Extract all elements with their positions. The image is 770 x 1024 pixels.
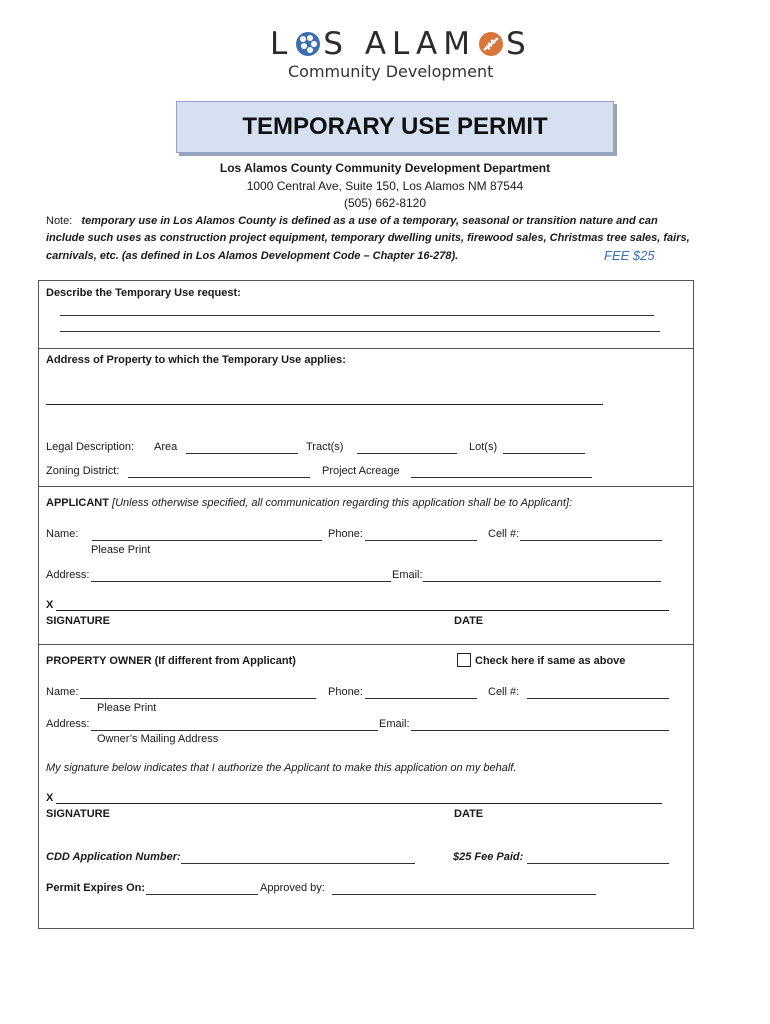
describe-field-1[interactable] (60, 315, 654, 316)
owner-authorization: My signature below indicates that I authorize the Applicant to make this application on my behalf. (46, 762, 517, 774)
area-field[interactable] (186, 453, 298, 454)
owner-signature-field[interactable] (56, 803, 662, 804)
page-title: TEMPORARY USE PERMIT (242, 113, 548, 140)
owner-phone-label: Phone: (328, 686, 363, 698)
zoning-label: Zoning District: (46, 465, 120, 477)
fee-label: FEE $25 (604, 248, 655, 263)
applicant-phone-label: Phone: (328, 528, 363, 540)
applicant-x-mark: X (46, 599, 54, 611)
owner-email-field[interactable] (411, 730, 669, 731)
logo-letters: S ALAM (323, 26, 476, 62)
owner-address-label: Address: (46, 718, 90, 730)
owner-address-field[interactable] (91, 730, 378, 731)
title-banner (176, 101, 614, 153)
globe-icon (295, 31, 321, 57)
applicant-address-field[interactable] (91, 581, 391, 582)
applicant-date-label: DATE (454, 615, 484, 627)
acreage-label: Project Acreage (322, 465, 400, 477)
dept-address: 1000 Central Ave, Suite 150, Los Alamos NM 87544 (246, 179, 524, 193)
zoning-field[interactable] (128, 477, 310, 478)
owner-name-field[interactable] (80, 698, 316, 699)
permit-expires-label: Permit Expires On: (46, 882, 146, 894)
owner-signature-label: SIGNATURE (46, 808, 110, 820)
applicant-label: APPLICANT (46, 497, 109, 509)
leaf-icon (478, 31, 504, 57)
logo-wordmark (270, 26, 532, 62)
cdd-number-field[interactable] (181, 863, 415, 864)
permit-expires-field[interactable] (146, 894, 258, 895)
section-divider (38, 644, 693, 645)
owner-date-label: DATE (454, 808, 484, 820)
approved-by-field[interactable] (332, 894, 596, 895)
fee-paid-field[interactable] (527, 863, 669, 864)
note-text: temporary use in Los Alamos County is defined as a use of a temporary, seasonal or transition nature and can (81, 215, 658, 227)
logo-letter: S (505, 26, 532, 62)
applicant-name-label: Name: (46, 528, 79, 540)
note-line-1 (46, 215, 658, 227)
describe-label: Describe the Temporary Use request: (46, 287, 241, 299)
applicant-signature-label: SIGNATURE (46, 615, 110, 627)
dept-phone: (505) 662-8120 (343, 196, 427, 210)
same-as-applicant-checkbox[interactable] (457, 653, 471, 667)
lots-label: Lot(s) (469, 441, 498, 453)
applicant-signature-field[interactable] (56, 610, 669, 611)
owner-heading: PROPERTY OWNER (If different from Applicant) (46, 655, 296, 667)
cdd-number-label: CDD Application Number: (46, 851, 181, 863)
tracts-label: Tract(s) (306, 441, 344, 453)
owner-x-mark: X (46, 792, 54, 804)
note-line-3: carnivals, etc. (as defined in Los Alamos Development Code – Chapter 16-278). (46, 250, 459, 262)
applicant-name-field[interactable] (92, 540, 322, 541)
area-label: Area (154, 441, 178, 453)
fee-paid-label: $25 Fee Paid: (453, 851, 524, 863)
note-label: Note: (46, 215, 73, 227)
logo-subtitle: Community Development (288, 62, 494, 81)
describe-field-2[interactable] (60, 331, 660, 332)
note-line-2: include such uses as construction project equipment, temporary dwelling units, firewood sales, Christmas tree sales, fairs, (46, 232, 690, 244)
owner-phone-field[interactable] (365, 698, 477, 699)
applicant-email-field[interactable] (423, 581, 661, 582)
applicant-address-label: Address: (46, 569, 90, 581)
legal-description-label: Legal Description: (46, 441, 135, 453)
applicant-note: [Unless otherwise specified, all communication regarding this application shall be to Applicant]: (112, 497, 573, 509)
section-divider (38, 486, 693, 487)
owner-cell-field[interactable] (527, 698, 669, 699)
property-address-field[interactable] (46, 404, 603, 405)
owner-email-label: Email: (379, 718, 410, 730)
same-as-applicant-label: Check here if same as above (475, 655, 626, 667)
logo-letter: L (270, 26, 294, 62)
applicant-email-label: Email: (392, 569, 423, 581)
approved-by-label: Approved by: (260, 882, 325, 894)
dept-name: Los Alamos County Community Development Department (219, 161, 551, 175)
property-address-label: Address of Property to which the Temporary Use applies: (46, 354, 346, 366)
applicant-cell-field[interactable] (520, 540, 662, 541)
applicant-cell-label: Cell #: (488, 528, 520, 540)
applicant-heading (46, 497, 572, 509)
owner-please-print: Please Print (97, 702, 157, 714)
please-print-note: Please Print (91, 544, 151, 556)
owner-mailing-note: Owner’s Mailing Address (97, 733, 219, 745)
owner-name-label: Name: (46, 686, 79, 698)
applicant-phone-field[interactable] (365, 540, 477, 541)
section-divider (38, 348, 693, 349)
lots-field[interactable] (503, 453, 585, 454)
owner-cell-label: Cell #: (488, 686, 520, 698)
form-frame (38, 280, 694, 929)
acreage-field[interactable] (411, 477, 592, 478)
tracts-field[interactable] (357, 453, 457, 454)
